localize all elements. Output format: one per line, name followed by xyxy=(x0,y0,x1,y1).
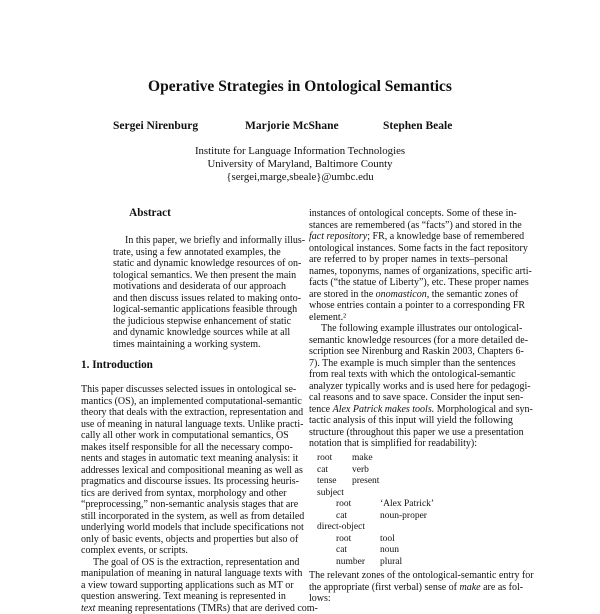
example-key: cat xyxy=(336,511,347,523)
text-line: cal reasons and to save space. Consider the input sen- xyxy=(309,392,508,404)
text-line: makes itself responsible for all the necessary compo- xyxy=(81,442,281,454)
text-line: analyzer typically works and is used here for pedagogi- xyxy=(309,381,508,393)
example-key: tense xyxy=(317,476,337,488)
example-value: noun xyxy=(380,545,399,557)
text-line: text meaning representations (TMRs) that are derived com- xyxy=(81,603,281,614)
text-line: the judicious stepwise enhancement of static xyxy=(113,316,279,328)
text-line: In this paper, we briefly and informally illus- xyxy=(113,235,279,247)
text-line: The relevant zones of the ontological-semantic entry for xyxy=(309,570,508,582)
author-name: Sergei Nirenburg xyxy=(113,120,198,132)
text-line: use of meaning in natural language texts. Unlike practi- xyxy=(81,419,281,431)
text-line: complex events, or scripts. xyxy=(81,545,281,557)
affiliation-institute: Institute for Language Information Technologies xyxy=(0,145,600,159)
example-key: cat xyxy=(336,545,347,557)
text-line: are stored in the onomasticon, the semantic zones of xyxy=(309,289,508,301)
text-line: from real texts with which the ontological-semantic xyxy=(309,369,508,381)
text-line: trate, using a few annotated examples, the xyxy=(113,247,279,259)
text-line: pragmatics and discourse issues. Its processing heuris- xyxy=(81,476,281,488)
author-name: Stephen Beale xyxy=(383,120,452,132)
example-key: subject xyxy=(317,488,344,500)
text-line: static and dynamic knowledge resources of on- xyxy=(113,258,279,270)
example-key: cat xyxy=(317,465,328,477)
text-line: theory that deals with the extraction, representation and xyxy=(81,407,281,419)
text-line: cally all other work in computational semantics, OS xyxy=(81,430,281,442)
example-value: make xyxy=(352,453,373,465)
text-line: are referred to by proper names in texts–personal xyxy=(309,254,508,266)
affiliation-email: {sergei,marge,sbeale}@umbc.edu xyxy=(0,171,600,185)
text-line: This paper discusses selected issues in ontological se- xyxy=(81,384,281,396)
text-line: tological semantics. We then present the main xyxy=(113,270,279,282)
text-line: tence Alex Patrick makes tools. Morphological and syn- xyxy=(309,404,508,416)
text-line: still incorporated in the system, as well as from detailed xyxy=(81,511,281,523)
abstract-body xyxy=(113,235,279,350)
text-line: manipulation of meaning in natural language texts with xyxy=(81,568,281,580)
text-line: structure (throughout this paper we use a presentation xyxy=(309,427,508,439)
text-line: fact repository; FR, a knowledge base of remembered xyxy=(309,231,508,243)
intro-body xyxy=(81,384,281,614)
text-line: semantic knowledge resources (for a more detailed de- xyxy=(309,335,508,347)
example-key: root xyxy=(336,499,351,511)
text-line: notation that is simplified for readability): xyxy=(309,438,508,450)
text-line: nents and stages in automatic text meaning analysis: it xyxy=(81,453,281,465)
example-key: number xyxy=(336,557,365,569)
text-line: logical-semantic applications feasible through xyxy=(113,304,279,316)
text-line: ontological instances. Some facts in the fact repository xyxy=(309,243,508,255)
abstract-heading: Abstract xyxy=(0,207,300,219)
text-line: The goal of OS is the extraction, representation and xyxy=(81,557,281,569)
text-line: lows: xyxy=(309,593,508,605)
paper-title: Operative Strategies in Ontological Semantics xyxy=(0,78,600,96)
example-key: direct-object xyxy=(317,522,365,534)
text-line: question answering. Text meaning is represented in xyxy=(81,591,281,603)
example-value: ‘Alex Patrick’ xyxy=(380,499,434,511)
text-line: names, toponyms, names of organizations, specific arti- xyxy=(309,266,508,278)
text-line: motivations and desiderata of our approach xyxy=(113,281,279,293)
text-line: addresses lexical and compositional meaning as well as xyxy=(81,465,281,477)
text-line: The following example illustrates our ontological- xyxy=(309,323,508,335)
text-line: facts (“the statue of Liberty”), etc. These proper names xyxy=(309,277,508,289)
text-line: mantics (OS), an implemented computational-semantic xyxy=(81,396,281,408)
text-line: instances of ontological concepts. Some of these in- xyxy=(309,208,508,220)
example-key: root xyxy=(336,534,351,546)
author-name: Marjorie McShane xyxy=(245,120,339,132)
text-line: scription see Nirenburg and Raskin 2003, Chapters 6- xyxy=(309,346,508,358)
text-line: whose entries contain a pointer to a corresponding FR xyxy=(309,300,508,312)
example-value: noun-proper xyxy=(380,511,427,523)
example-value: tool xyxy=(380,534,395,546)
text-line: a view toward supporting applications such as MT or xyxy=(81,580,281,592)
text-line: and then discuss issues related to making onto- xyxy=(113,293,279,305)
right-column-tail xyxy=(309,570,508,605)
text-line: and dynamic knowledge sources while at all xyxy=(113,327,279,339)
example-value: verb xyxy=(352,465,369,477)
text-line: the appropriate (first verbal) sense of make are as fol- xyxy=(309,582,508,594)
text-line: stances are remembered (as “facts”) and stored in the xyxy=(309,220,508,232)
text-line: 7). The example is much simpler than the sentences xyxy=(309,358,508,370)
affiliation-university: University of Maryland, Baltimore County xyxy=(0,158,600,172)
text-line: tics are derived from syntax, morphology and other xyxy=(81,488,281,500)
text-line: “preprocessing,” non-semantic analysis stages that are xyxy=(81,499,281,511)
section-heading: 1. Introduction xyxy=(81,359,153,371)
text-line: element.² xyxy=(309,312,508,324)
text-line: only of basic events, objects and properties but also of xyxy=(81,534,281,546)
example-value: plural xyxy=(380,557,402,569)
text-line: times maintaining a working system. xyxy=(113,339,279,351)
example-value: present xyxy=(352,476,379,488)
text-line: underlying world models that include specifications not xyxy=(81,522,281,534)
text-line: tactic analysis of this input will yield the following xyxy=(309,415,508,427)
example-key: root xyxy=(317,453,332,465)
right-column-body xyxy=(309,208,508,450)
